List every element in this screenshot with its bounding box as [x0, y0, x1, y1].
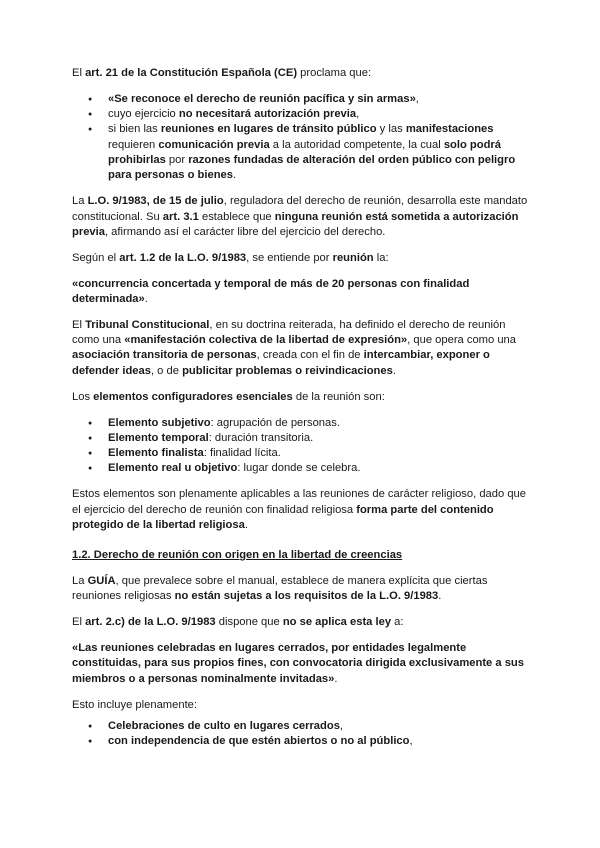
text: El: [72, 616, 86, 629]
bold-text: L.O. 9/1983, de 15 de julio: [87, 195, 224, 208]
section-heading: 1.2. Derecho de reunión con origen en la libertad de creencias: [72, 549, 403, 562]
bold-text: forma parte del contenido protegido de la libertad religiosa: [72, 503, 494, 531]
text: : duración transitoria.: [208, 431, 314, 444]
bold-text: elementos configuradores esenciales: [93, 390, 293, 403]
text: .: [438, 590, 442, 603]
text: Según el: [72, 251, 120, 264]
bold-text: asociación transitoria de personas: [72, 349, 257, 362]
text: .: [334, 672, 338, 685]
text: dispone que: [215, 616, 283, 629]
text: , en su doctrina reiterada, ha definido el derecho de reunión como una: [72, 318, 506, 347]
text: la:: [373, 251, 389, 264]
text: de la reunión son:: [292, 390, 385, 403]
text: : agrupación de personas.: [210, 416, 340, 429]
bold-text: con independencia de que estén abiertos o no al público: [108, 735, 410, 748]
text: El: [72, 67, 86, 79]
bold-text: intercambiar, exponer o defender ideas: [72, 349, 490, 377]
list-item: [72, 719, 534, 734]
list-item: [72, 446, 534, 461]
bold-text: «Las reuniones celebradas en lugares cerrados, por entidades legalmente constituidas, para sus propios fines, con convocatoria dirigida exclusivamente a sus miembros o a personas nominalmente invitadas»: [72, 642, 524, 685]
art2c-paragraph: [72, 615, 534, 630]
text: .: [144, 292, 148, 305]
bold-text: Elemento temporal: [108, 431, 209, 444]
document-page: [72, 66, 534, 760]
guia-paragraph: [72, 574, 534, 605]
bold-text: publicitar problemas o reivindicaciones: [182, 364, 393, 377]
text: ,: [415, 92, 419, 105]
list-item: [72, 107, 534, 122]
bold-text: reunión: [332, 251, 374, 264]
list-item: [72, 461, 534, 476]
text: .: [392, 364, 396, 377]
text: , o de: [150, 364, 183, 377]
text: a la autoridad competente, la cual: [269, 138, 444, 151]
text: si bien las: [108, 123, 161, 136]
text: Los: [72, 390, 94, 403]
bold-text: GUÍA: [87, 575, 116, 588]
definition-quote: [72, 277, 534, 308]
text: establece que: [198, 210, 275, 223]
bold-text: art. 3.1: [162, 210, 199, 223]
bold-text: ninguna reunión está sometida a autorización previa: [72, 210, 519, 238]
text: .: [244, 518, 248, 531]
bold-text: Elemento finalista: [108, 447, 204, 460]
text: Esto incluye plenamente:: [72, 698, 198, 711]
text: El: [72, 318, 86, 331]
definition-intro: [72, 251, 534, 266]
text: ,: [339, 719, 344, 732]
text: La: [72, 575, 88, 588]
text: requieren: [108, 138, 159, 151]
list-item: [72, 431, 534, 446]
includes-list: [72, 719, 534, 750]
constitution-list: [72, 92, 534, 184]
bold-text: art. 2.c) de la L.O. 9/1983: [85, 616, 216, 629]
text: .: [232, 169, 237, 182]
text: , que opera como una: [407, 334, 516, 347]
list-item: [72, 122, 534, 183]
text: cuyo ejercicio: [108, 108, 179, 121]
bold-text: no están sujetas a los requisitos de la L.O. 9/1983: [174, 590, 439, 603]
bold-text: manifestaciones: [405, 123, 494, 136]
text: ,: [409, 735, 413, 748]
bold-text: comunicación previa: [158, 138, 270, 151]
text: : lugar donde se celebra.: [237, 462, 361, 475]
bold-text: Elemento subjetivo: [108, 416, 211, 429]
religious-paragraph: [72, 487, 534, 533]
text: ,: [356, 108, 360, 121]
text: Estos elementos son plenamente aplicables a las reuniones de carácter religioso, dado que el ejercicio del derecho de reunión con finalidad religiosa: [72, 488, 526, 516]
text: , creada con el fin de: [256, 349, 364, 362]
text: a:: [391, 616, 404, 629]
text: , afirmando así el carácter libre del ejercicio del derecho.: [104, 225, 386, 238]
tc-paragraph: [72, 318, 534, 379]
elements-list: [72, 416, 534, 477]
bold-text: solo podrá prohibirlas: [108, 138, 502, 167]
list-item: [72, 92, 534, 107]
bold-text: Tribunal Constitucional: [85, 318, 210, 331]
lo-paragraph: [72, 194, 534, 240]
art2c-quote: [72, 641, 534, 687]
text: y las: [376, 123, 406, 136]
bold-text: «Se reconoce el derecho de reunión pacífica y sin armas»: [108, 92, 416, 105]
bold-text: no necesitará autorización previa: [178, 108, 357, 121]
text: , se entiende por: [246, 251, 333, 264]
text: , reguladora del derecho de reunión, desarrolla este mandato constitucional. Su: [72, 195, 528, 223]
text: La: [72, 195, 88, 208]
bold-text: «manifestación colectiva de la libertad de expresión»: [124, 334, 408, 347]
elements-intro: [72, 390, 534, 405]
bold-text: art. 1.2 de la L.O. 9/1983: [119, 251, 247, 264]
bold-text: reuniones en lugares de tránsito público: [160, 123, 377, 136]
list-item: [72, 734, 534, 749]
bold-text: no se aplica esta ley: [282, 616, 392, 629]
list-item: [72, 416, 534, 431]
bold-text: Celebraciones de culto en lugares cerrados: [108, 719, 340, 732]
text: , que prevalece sobre el manual, establece de manera explícita que ciertas reuniones religiosas: [72, 575, 488, 603]
text: : finalidad lícita.: [203, 447, 281, 460]
bold-text: art. 21 de la Constitución Española (CE): [85, 67, 298, 79]
bold-text: Elemento real u objetivo: [108, 462, 238, 475]
text: por: [165, 154, 189, 167]
includes-paragraph: [72, 698, 534, 713]
text: proclama que:: [297, 67, 372, 79]
intro-paragraph: [72, 66, 534, 81]
bold-text: «concurrencia concertada y temporal de más de 20 personas con finalidad determinada»: [72, 277, 470, 305]
bold-text: razones fundadas de alteración del orden público con peligro para personas o bienes: [108, 154, 516, 182]
